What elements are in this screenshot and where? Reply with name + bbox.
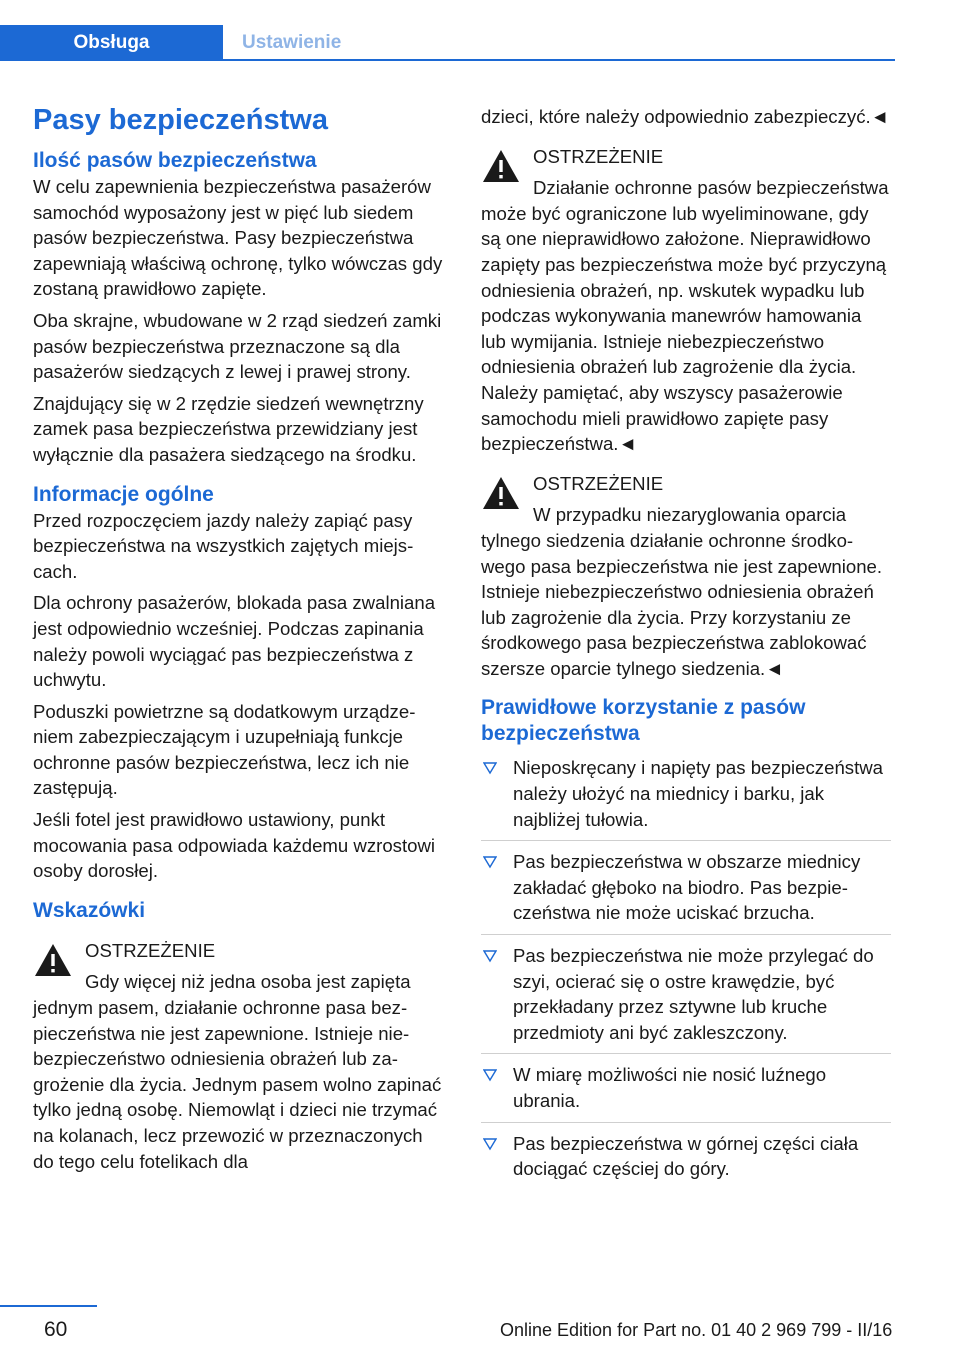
warning-body: Gdy więcej niż jedna osoba jest zapięta jednym pasem, działanie ochronne pasa bezpieczeństwa nie jest zapewnione. Istnieje niebezpieczeństwo odniesienia obrażeń lub zagrożenie dla życia. Jednym pasem wolno zapinać tylko jedną osobę. Niemowląt i dzieci nie trzymać na kolanach, lecz przewozić w przeznaczonych do tego celu fotelikach dla — [33, 971, 442, 1172]
warning-triangle-icon — [481, 148, 521, 184]
warning-triangle-icon — [33, 942, 73, 978]
list-item — [481, 1062, 891, 1122]
list-item-text: Pas bezpieczeństwa w górnej części ciała dociągać częściej do góry. — [513, 1132, 859, 1180]
paragraph-continuation: dzieci, które należy odpowiednio zabezpieczyć.◄ — [481, 106, 890, 127]
list-item — [481, 755, 891, 841]
left-column — [33, 100, 448, 1180]
section-title-wskazowki: Wskazówki — [33, 898, 146, 922]
list-item-text: Pas bezpieczeństwa w obszarze miednicy zakładać głęboko na biodro. Pas bezpieczeństwa nie może uciskać brzucha. — [513, 851, 861, 924]
section-title-prawidlowe: Prawidłowe korzystanie z pasów bezpieczeństwa — [481, 696, 806, 746]
right-column — [481, 104, 891, 1198]
paragraph: Oba skrajne, wbudowane w 2 rząd siedzeń zamki pasów bezpieczeństwa przeznaczone są dla pasażerów siedzących z lewej i prawej strony. — [33, 309, 442, 383]
paragraph: W celu zapewnienia bezpieczeństwa pasażerów samochód wyposażony jest w pięć lub siedem pasów bezpieczeństwa. Pasy bezpieczeństwa zapewniają właściwą ochronę, tylko wówczas gdy zostaną prawidłowo zapięte. — [33, 176, 443, 300]
tab-ustawienie[interactable]: Ustawienie — [242, 32, 342, 53]
triangle-bullet-icon — [483, 949, 497, 963]
triangle-bullet-icon — [483, 855, 497, 869]
list-item — [481, 1131, 891, 1190]
warning-block — [33, 938, 448, 1174]
paragraph: Jeśli fotel jest prawidłowo ustawiony, punkt mocowania pasa odpowiada każdemu wzrostowi osoby dorosłej. — [33, 809, 436, 882]
list-item-text: W miarę możliwości nie nosić luźnego ubrania. — [513, 1064, 827, 1111]
section-tabs — [0, 25, 341, 61]
warning-body: Działanie ochronne pasów bezpieczeństwa może być ograniczone lub wyeliminowane, gdy są one nieprawidłowo założone. Nieprawidłowo zapięty pas bezpieczeństwa może być przyczyną odniesienia obrażeń, np. wskutek wypadku lub podczas wykonywania manewrów hamowania lub wymijania. Istnieje niebezpieczeństwo odniesienia obrażeń lub zagrożenie dla życia. Należy pamiętać, aby wszyscy pasażerowie samochodu mieli prawidłowo zapięte pasy bezpieczeństwa.◄ — [481, 177, 889, 455]
list-item — [481, 943, 891, 1054]
paragraph: Przed rozpoczęciem jazdy należy zapiąć pasy bezpieczeństwa na wszystkich zajętych miejscach. — [33, 509, 414, 582]
warning-body: W przypadku niezaryglowania oparcia tylnego siedzenia działanie ochronne środkowego pasa bezpieczeństwa nie jest zapewnione. Istnieje niebezpieczeństwo odniesienia obrażeń lub zagrożenie dla życia. Przy korzystaniu ze środkowego pasa bezpieczeństwa zablokować szersze oparcie tylnego siedzenia.◄ — [481, 504, 883, 679]
tab-obsluga[interactable]: Obsługa — [0, 25, 223, 61]
warning-title: OSTRZEŻENIE — [85, 939, 216, 961]
bullet-list — [481, 755, 891, 1189]
triangle-bullet-icon — [483, 1137, 497, 1151]
section-title-informacje: Informacje ogólne — [33, 482, 214, 506]
triangle-bullet-icon — [483, 1068, 497, 1082]
edition-text: Online Edition for Part no. 01 40 2 969 799 - II/16 — [500, 1320, 893, 1340]
warning-block — [481, 471, 891, 682]
paragraph: Poduszki powietrzne są dodatkowym urządzeniem zabezpieczającym i uzupełniają funkcje ochronne pasów bezpieczeństwa, lecz ich nie zastępują. — [33, 700, 416, 799]
warning-triangle-icon — [481, 475, 521, 511]
warning-title: OSTRZEŻENIE — [533, 145, 664, 167]
warning-title: OSTRZEŻENIE — [533, 472, 664, 494]
header-divider — [0, 59, 895, 61]
page-number: 60 — [44, 1318, 68, 1341]
paragraph: Dla ochrony pasażerów, blokada pasa zwalniana jest odpowiednio wcześniej. Podczas zapinania należy powoli wyciągać pas bezpieczeństwa z uchwytu. — [33, 592, 436, 691]
list-item-text: Nieposkręcany i napięty pas bezpieczeństwa należy ułożyć na miednicy i barku, jak najbliżej tułowia. — [513, 757, 884, 830]
page-title: Pasy bezpieczeństwa — [33, 104, 328, 136]
list-item — [481, 849, 891, 935]
list-item-text: Pas bezpieczeństwa nie może przylegać do szyi, ocierać się o ostre krawędzie, być przekładany przez sztywne lub kruche przedmioty ani być zakleszczony. — [513, 945, 874, 1043]
footer-divider — [0, 1305, 97, 1307]
warning-block — [481, 144, 891, 457]
triangle-bullet-icon — [483, 761, 497, 775]
paragraph: Znajdujący się w 2 rzędzie siedzeń wewnętrzny zamek pasa bezpieczeństwa przewidziany jest wyłącznie dla pasażera siedzącego na środku. — [33, 392, 424, 465]
section-title-ilosc: Ilość pasów bezpieczeństwa — [33, 149, 317, 172]
